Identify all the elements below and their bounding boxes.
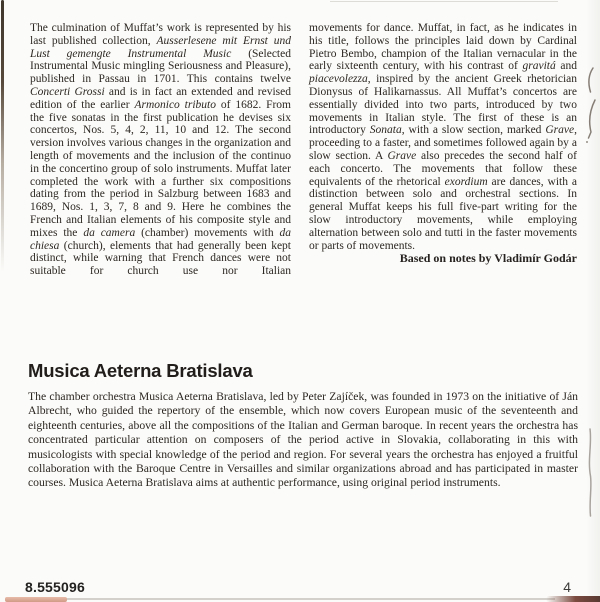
- left-edge-scan-artifact: [1, 0, 4, 272]
- text-run: The culmination of Muffat’s work is represented by his last published collection,: [30, 22, 291, 47]
- italic-text-run: piacevolezza: [309, 73, 368, 86]
- right-margin-scratch-marks: [579, 64, 600, 146]
- text-run: and: [555, 60, 578, 73]
- text-run: movements for dance. Muffat, in fact, as he indicates in his title, follows the principles laid down by Cardinal Pietro Bembo, champion of the Italian vernacular in the early sixteenth century, with his contrast of: [309, 22, 577, 73]
- catalog-number: 8.555096: [25, 579, 85, 595]
- text-run: , with a slow section, marked: [401, 124, 546, 137]
- text-run: (chamber) movements with: [135, 226, 280, 239]
- liner-notes-article: [30, 22, 577, 278]
- text-run: (Selected Instrumental Music mingling Seriousness and Pleasure), published in Passau in 1701. This contains twelve: [30, 47, 291, 86]
- bottom-right-smudge-artifact: [546, 596, 600, 602]
- text-run: and is in fact an extended and revised edition of the earlier: [30, 85, 291, 111]
- italic-text-run: da camera: [83, 226, 136, 239]
- italic-text-run: exordium: [444, 175, 488, 188]
- italic-text-run: Sonata: [369, 124, 402, 137]
- italic-text-run: gravitá: [522, 60, 556, 73]
- italic-text-run: Ausserlesene mit Ernst und Lust gemengte Instrumental Music: [30, 34, 291, 60]
- bottom-left-color-bar-artifact: [5, 597, 67, 602]
- bottom-edge-hairline-artifact: [58, 598, 555, 600]
- italic-text-run: Concerti Grossi: [30, 85, 105, 98]
- italic-text-run: Grave: [545, 124, 575, 137]
- italic-text-run: Armonico tributo: [134, 98, 216, 111]
- page-number: 4: [563, 579, 571, 595]
- text-run: are dances, with a distinction between solo and orchestral sections. In general Muffat keeps his full five-part writing for the slow introductory movements, while employing alternation between solo and tutti in the faster movements or parts of movements.: [309, 175, 577, 252]
- section-heading: Musica Aeterna Bratislava: [28, 360, 253, 381]
- ensemble-section: [28, 360, 578, 491]
- top-edge-hairline-artifact: [330, 1, 558, 2]
- italic-text-run: da chiesa: [30, 226, 291, 252]
- article-left-column: [30, 22, 291, 278]
- article-right-column: [309, 22, 577, 252]
- credit-byline: Based on notes by Vladimír Godár: [399, 251, 577, 266]
- article-right-column-wrap: [309, 22, 577, 278]
- section-paragraph: The chamber orchestra Musica Aeterna Bratislava, led by Peter Zajíček, was founded in 1973 on the initiative of Ján Albrecht, who guided the repertory of the ensemble, which now covers European music of the seventeenth and eighteenth centuries, above all the compositions of the Italian and German baroque. In recent years the orchestra has concentrated particular attention on composers of the period active in Slovakia, collaborating in this with musicologists with special knowledge of the period and region. For several years the orchestra has enjoyed a fruitful collaboration with the Baroque Centre in Versailles and similar organizations abroad and has participated in master courses. Musica Aeterna Bratislava aims at authentic performance, using original period instruments.: [28, 390, 578, 490]
- text-run: , inspired by the ancient Greek rhetorician Dionysus of Halikarnassus. All Muffat’s concertos are essentially divided into two parts, introduced by two movements in Italian style. The first of these is an introductory: [309, 73, 577, 137]
- text-run: , proceeding to a faster, and sometimes followed again by a slow section. A: [309, 124, 577, 162]
- text-run: also precedes the second half of each concerto. The movements that follow these equivalents of the rhetorical: [309, 149, 577, 188]
- right-margin-scratch-line: [584, 426, 598, 520]
- italic-text-run: Grave: [387, 149, 417, 162]
- text-run: (church), elements that had generally been kept distinct, while warning that French dances were not suitable for church use nor Italian: [30, 239, 291, 278]
- text-run: of 1682. From the five sonatas in the first publication he devises six concertos, Nos. 5, 4, 2, 11, 10 and 12. The second version involves various changes in the organization and length of movements and the inclusion of the continuo in the concertino group of solo instruments. Muffat later completed the work with a further six compositions dating from the period in Salzburg between 1683 and 1689, Nos. 1, 3, 7, 8 and 9. Here he combines the French and Italian elements of his composite style and mixes the: [30, 98, 292, 239]
